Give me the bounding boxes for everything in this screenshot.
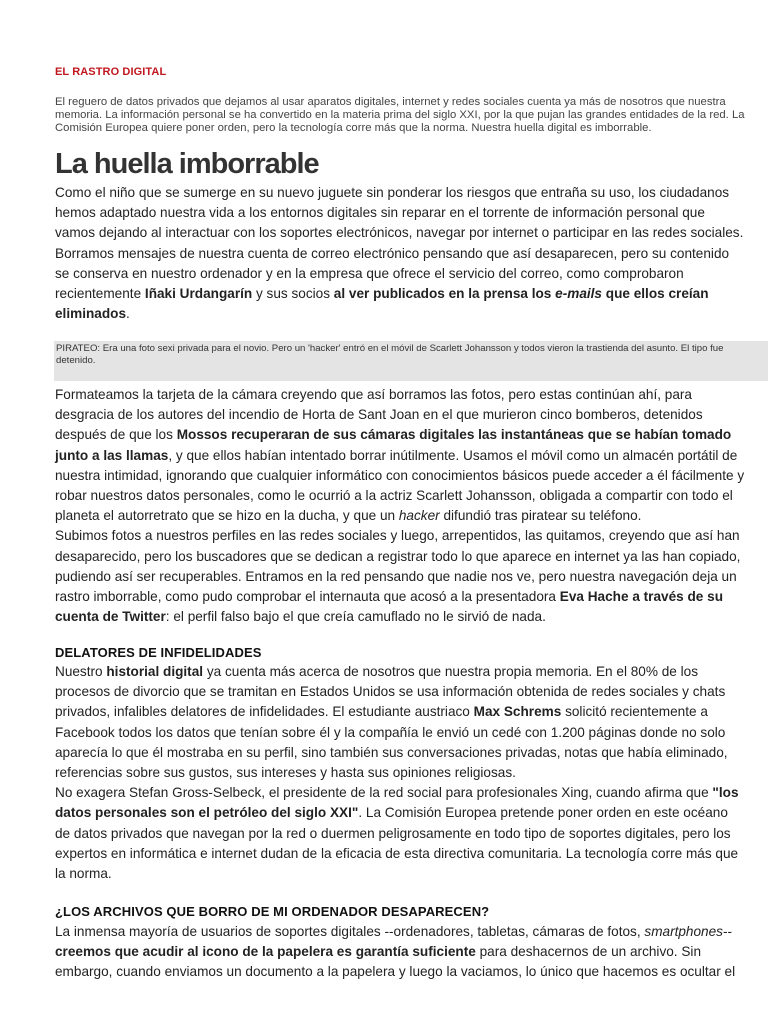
highlight-eva-hache: Eva Hache a través de su cuenta de Twitter (55, 589, 723, 625)
article-title: La huella imborrable (55, 148, 319, 180)
subhead-archivos: ¿LOS ARCHIVOS QUE BORRO DE MI ORDENADOR DESAPARECEN? (55, 904, 490, 919)
subhead-delatores: DELATORES DE INFIDELIDADES (55, 645, 262, 660)
photo-caption-box (54, 341, 768, 381)
highlight-historial: historial digital (106, 664, 204, 679)
highlight-emails: al ver publicados en la prensa los e-mails que ellos creían eliminados (55, 286, 709, 322)
paragraph-papelera: La inmensa mayoría de usuarios de soportes digitales --ordenadores, tabletas, cámaras de fotos, smartphones-- creemos que acudir al icono de la papelera es garantía suficiente para deshacernos de un archivo. Sin embargo, cuando enviamos un documento a la papelera y luego la vaciamos, lo único que hacemos es ocultar el (55, 924, 736, 980)
photo-caption: PIRATEO: Era una foto sexi privada para el novio. Pero un 'hacker' entró en el móvil de Scarlett Johansson y todos vieron la trastienda del asunto. El tipo fue detenido. (56, 343, 724, 366)
quote-petroleo: "los datos personales son el petróleo del siglo XXI" (55, 785, 739, 821)
highlight-mossos: Mossos recuperaran de sus cámaras digitales las instantáneas que se habían tomado junto a las llamas (55, 427, 732, 463)
article-lead: El reguero de datos privados que dejamos al usar aparatos digitales, internet y redes sociales cuenta ya más de nosotros que nuestra memoria. La información personal se ha convertido en la materia prima del siglo XXI, por la que pujan las grandes entidades de la red. La Comisión Europea quiere poner orden, pero la tecnología corre más que la norma. Nuestra huella digital es imborrable. (55, 96, 745, 134)
paragraph-subimos: Subimos fotos a nuestros perfiles en las redes sociales y luego, arrepentidos, las quitamos, creyendo que así han desaparecido, pero los buscadores que se dedican a registrar todo lo que aparece en internet ya las han copiado, pudiendo así ser recuperables. Entramos en la red pensando que nadie nos ve, pero nuestra navegación deja un rastro imborrable, como pudo comprobar el internauta que acosó a la presentadora Eva Hache a través de su cuenta de Twitter: el perfil falso bajo el que creía camuflado no le sirvió de nada. (55, 528, 741, 625)
section-tag: EL RASTRO DIGITAL (55, 66, 167, 78)
body-block-4 (55, 922, 745, 983)
intro-paragraph (55, 183, 745, 324)
highlight-papelera: creemos que acudir al icono de la papelera es garantía suficiente (55, 944, 476, 960)
paragraph-historial: Nuestro historial digital ya cuenta más acerca de nosotros que nuestra propia memoria. En el 80% de los procesos de divorcio que se tramitan en Estados Unidos se usa información obtenida de redes sociales y chats privados, infalibles delatores de infidelidades. El estudiante austriaco Max Schrems solicitó recientemente a Facebook todos los datos que tenían sobre él y la compañía le envió un cedé con 1.200 páginas donde no solo aparecía lo que él mostraba en su perfil, sino también sus conversaciones privadas, notas que había eliminado, referencias sobre sus gustos, sus intereses y hasta sus opiniones religiosas. (55, 664, 728, 781)
body-block-2 (55, 385, 745, 627)
name-max-schrems: Max Schrems (473, 704, 562, 720)
paragraph-gross-selbeck: No exagera Stefan Gross-Selbeck, el presidente de la red social para profesionales Xing, cuando afirma que "los datos personales son el petróleo del siglo XXI". La Comisión Europea pretende poner orden en este océano de datos privados que navegan por la red o duermen peligrosamente en todo tipo de soportes digitales, pero los expertos en informática e internet dudan de la eficacia de esta directiva comunitaria. La tecnología corre más que la norma. (55, 785, 739, 882)
paragraph-formateamos: Formateamos la tarjeta de la cámara creyendo que así borramos las fotos, pero estas continúan ahí, para desgracia de los autores del incendio de Horta de Sant Joan en el que murieron cinco bomberos, detenidos después de que los Mossos recuperaran de sus cámaras digitales las instantáneas que se habían tomado junto a las llamas, y que ellos habían intentado borrar inútilmente. Usamos el móvil como un almacén portátil de nuestra intimidad, ignorando que cualquier informático con conocimientos básicos puede acceder a él fácilmente y robar nuestros datos personales, como le ocurrió a la actriz Scarlett Johansson, obligada a compartir con todo el planeta el autorretrato que se hizo en la ducha, y que un hacker difundió tras piratear su teléfono. (55, 387, 745, 524)
name-urdangarin: Iñaki Urdangarín (144, 286, 253, 302)
body-block-3 (55, 662, 745, 884)
intro-text: Como el niño que se sumerge en su nuevo juguete sin ponderar los riesgos que entraña su uso, los ciudadanos hemos adaptado nuestra vida a los entornos digitales sin reparar en el torrente de información personal que vamos dejando al interactuar con los soportes electrónicos, navegar por internet o participar en las redes sociales. Borramos mensajes de nuestra cuenta de correo electrónico pensando que así desaparecen, pero su contenido se conserva en nuestro ordenador y en la empresa que ofrece el servicio del correo, como comprobaron recientemente Iñaki Urdangarín y sus socios al ver publicados en la prensa los e-mails que ellos creían eliminados. (55, 185, 744, 322)
